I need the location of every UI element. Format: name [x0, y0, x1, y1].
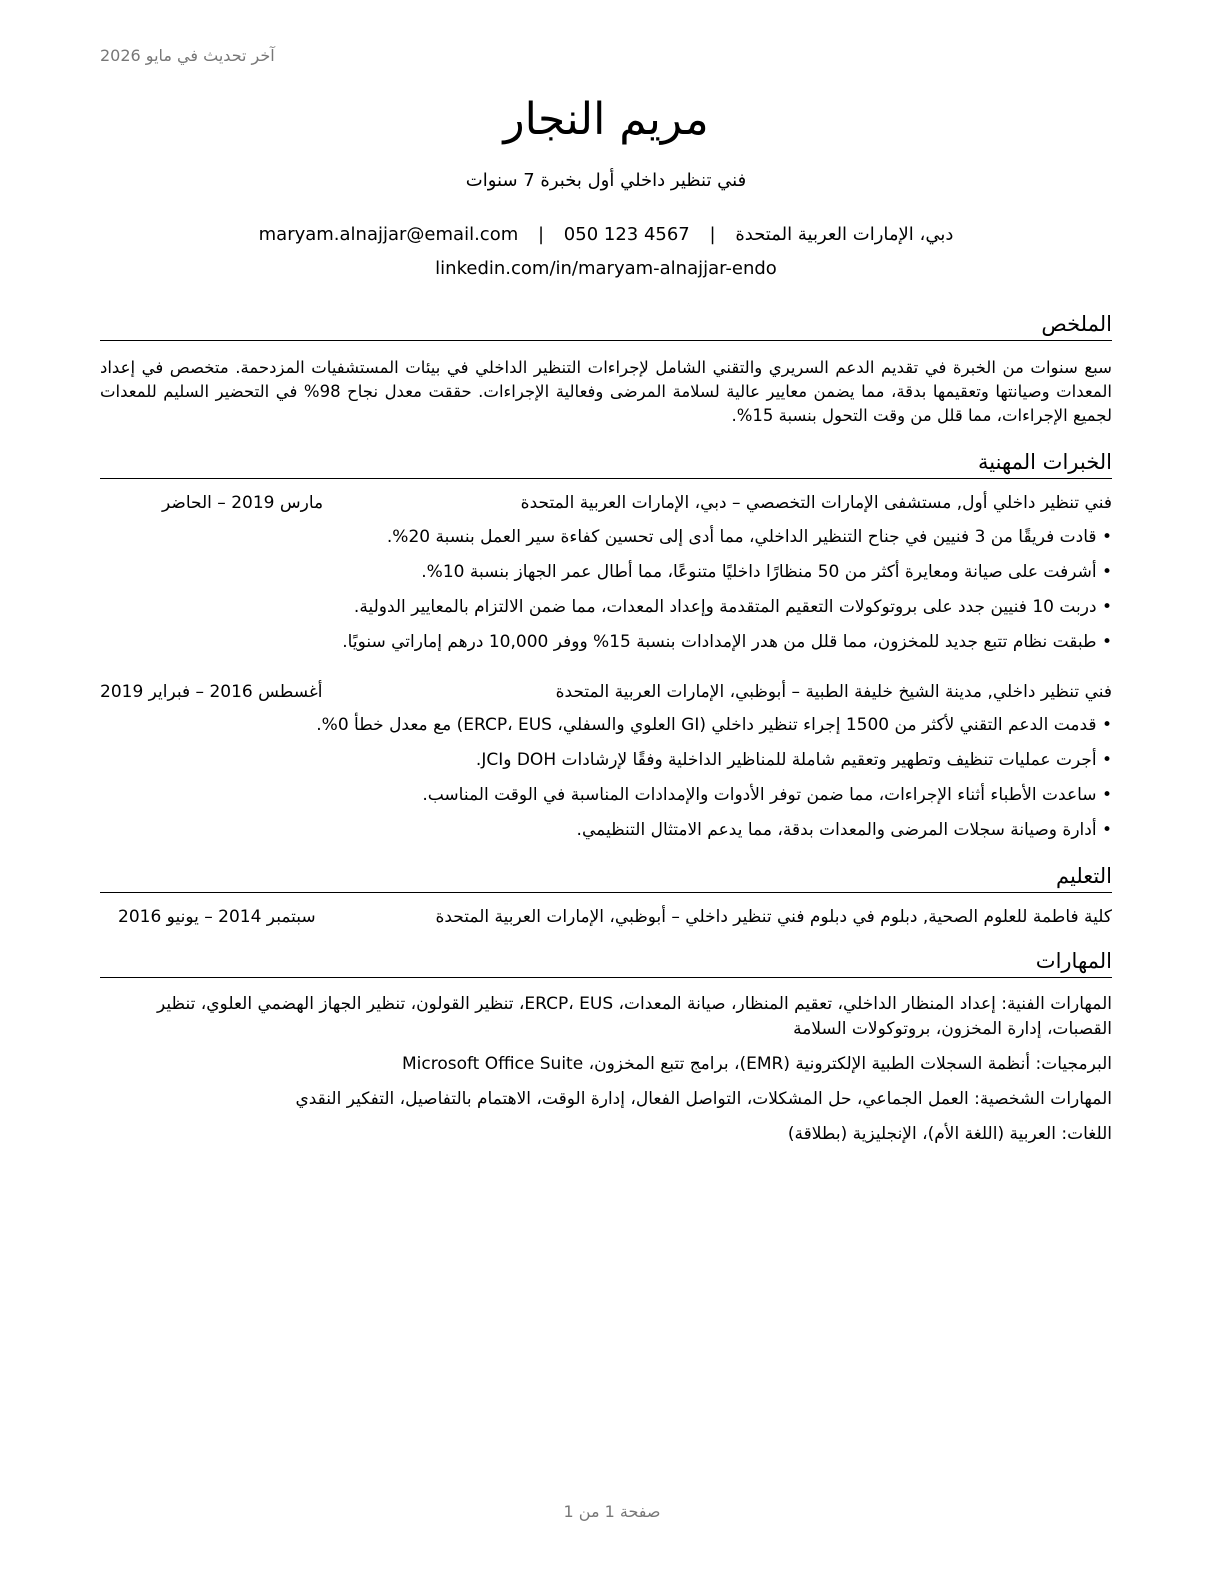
- list-item: • أشرفت على صيانة ومعايرة أكثر من 50 منظارًا داخليًا متنوعًا، مما أطال عمر الجهاز بنسبة 10%.: [100, 560, 1112, 595]
- skills-soft: المهارات الشخصية: العمل الجماعي، حل المشكلات، التواصل الفعال، إدارة الوقت، الاهتمام بالتفاصيل، التفكير النقدي: [295, 1089, 1112, 1109]
- skills-list: [100, 992, 1112, 1157]
- skills-technical: المهارات الفنية: إعداد المنظار الداخلي، تعقيم المنظار، صيانة المعدات، ERCP، EUS، تنظير القولون، تنظير الجهاز الهضمي العلوي، تنظير القصبات، إدارة المخزون، بروتوكولات السلامة: [157, 994, 1112, 1039]
- job-dates: مارس 2019 – الحاضر: [162, 493, 324, 513]
- education-institution: كلية فاطمة للعلوم الصحية, دبلوم في دبلوم فني تنظير داخلي – أبوظبي، الإمارات العربية المتحدة: [435, 907, 1112, 927]
- education-entry: [100, 907, 1112, 931]
- skills-heading: المهارات: [100, 947, 1112, 978]
- contact-line: [100, 224, 1112, 245]
- list-item: • قدمت الدعم التقني لأكثر من 1500 إجراء تنظير داخلي (GI العلوي والسفلي، ERCP، EUS) مع معدل خطأ 0%.: [100, 713, 1112, 748]
- list-item: • دربت 10 فنيين جدد على بروتوكولات التعقيم المتقدمة وإعداد المعدات، مما ضمن الالتزام بالمعايير الدولية.: [100, 595, 1112, 630]
- phone-number: 050 123 4567: [563, 224, 690, 245]
- summary-heading: الملخص: [100, 310, 1112, 341]
- list-item: • ساعدت الأطباء أثناء الإجراءات، مما ضمن توفر الأدوات والإمدادات المناسبة في الوقت المناسب.: [100, 783, 1112, 818]
- list-item: • طبقت نظام تتبع جديد للمخزون، مما قلل من هدر الإمدادات بنسبة 15% ووفر 10,000 درهم إماراتي سنويًا.: [100, 630, 1112, 665]
- job-dates: أغسطس 2016 – فبراير 2019: [100, 682, 323, 702]
- skills-software: البرمجيات: أنظمة السجلات الطبية الإلكترونية (EMR)، برامج تتبع المخزون، Microsoft Office Suite: [401, 1054, 1112, 1074]
- list-item: • أجرت عمليات تنظيف وتطهير وتعقيم شاملة للمناظير الداخلية وفقًا لإرشادات DOH وJCI.: [100, 748, 1112, 783]
- job-bullets: [100, 525, 1112, 665]
- linkedin-link[interactable]: linkedin.com/in/maryam-alnajjar-endo: [435, 258, 777, 279]
- job-title: فني تنظير داخلي, مدينة الشيخ خليفة الطبية – أبوظبي، الإمارات العربية المتحدة: [555, 682, 1112, 702]
- list-item: • قادت فريقًا من 3 فنيين في جناح التنظير الداخلي، مما أدى إلى تحسين كفاءة سير العمل بنسبة 20%.: [100, 525, 1112, 560]
- job-bullets: [100, 713, 1112, 853]
- page-number: صفحة 1 من 1: [563, 1502, 661, 1521]
- location: دبي، الإمارات العربية المتحدة: [735, 224, 954, 245]
- list-item: • أدارة وصيانة سجلات المرضى والمعدات بدقة، مما يدعم الامتثال التنظيمي.: [100, 818, 1112, 853]
- job-title: فني تنظير داخلي أول, مستشفى الإمارات التخصصي – دبي، الإمارات العربية المتحدة: [520, 493, 1112, 513]
- candidate-subtitle: فني تنظير داخلي أول بخبرة 7 سنوات: [465, 170, 747, 191]
- job-header: [100, 682, 1112, 706]
- separator: |: [537, 224, 545, 245]
- email-link[interactable]: maryam.alnajjar@email.com: [258, 224, 519, 245]
- education-heading: التعليم: [100, 862, 1112, 893]
- skills-languages: اللغات: العربية (اللغة الأم)، الإنجليزية (بطلاقة): [787, 1124, 1112, 1144]
- separator: |: [709, 224, 716, 245]
- summary-text: سبع سنوات من الخبرة في تقديم الدعم السريري والتقني الشامل لإجراءات التنظير الداخلي في بيئات المستشفيات المزدحمة. متخصص في إعداد المعدات وصيانتها وتعقيمها بدقة، مما يضمن معايير عالية لسلامة المرضى وفعالية الإجراءات. حققت معدل نجاح 98% في التحضير السليم للمعدات لجميع الإجراءات، مما قلل من وقت التحول بنسبة 15%.: [100, 358, 1113, 425]
- last-updated: آخر تحديث في مايو 2026: [100, 46, 275, 65]
- experience-heading: الخبرات المهنية: [100, 448, 1112, 479]
- job-header: [100, 493, 1112, 517]
- candidate-name: مريم النجار: [503, 94, 709, 145]
- education-dates: سبتمبر 2014 – يونيو 2016: [118, 907, 316, 927]
